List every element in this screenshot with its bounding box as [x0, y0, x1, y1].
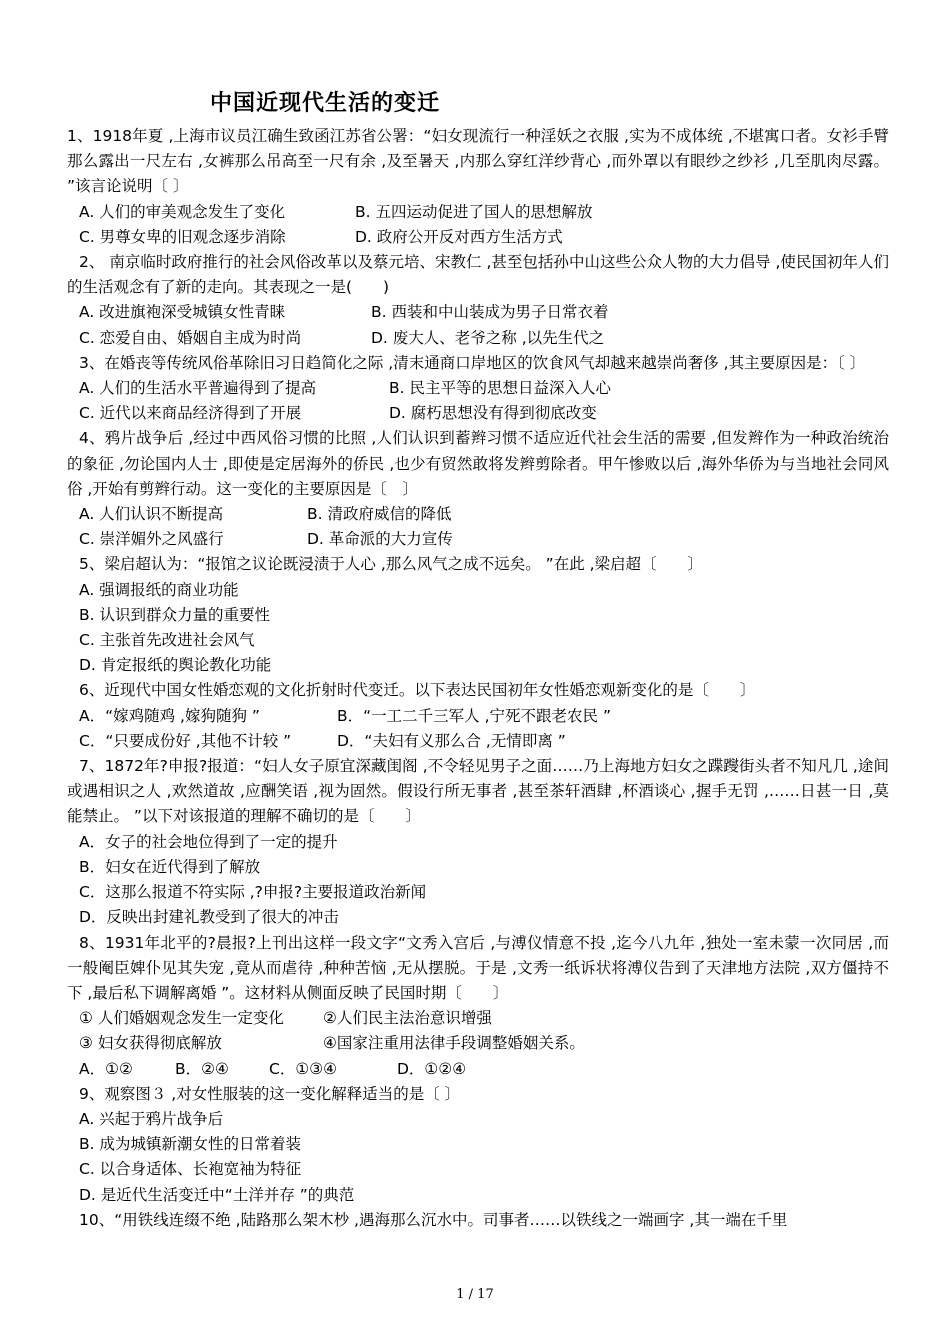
- option: C. 近代以来商品经济得到了开展: [79, 404, 302, 423]
- page-title: 中国近现代生活的变迁: [210, 91, 441, 116]
- option-row: [67, 225, 889, 250]
- option-row: [67, 502, 889, 527]
- option: D．反映出封建礼教受到了很大的冲击: [79, 908, 339, 927]
- option-row: [67, 527, 889, 552]
- option: B. 清政府威信的降低: [307, 505, 452, 524]
- option-row: [67, 729, 889, 754]
- option-row: [67, 401, 889, 426]
- option: C. 以合身适体、长袍宽袖为特征: [79, 1160, 302, 1179]
- option-row: [67, 376, 889, 401]
- question-stem: 6、近现代中国女性婚恋观的文化折射时代变迁。以下表达民国初年女性婚恋观新变化的是〔 〕: [79, 681, 756, 700]
- question-stem: 3、在婚丧等传统风俗革除旧习日趋简化之际 ,清末通商口岸地区的饮食风气却越来越崇尚奢侈 ,其主要原因是：〔 〕: [79, 353, 866, 372]
- option: B．妇女在近代得到了解放: [79, 857, 261, 876]
- option: B．“一工二千三军人 ,宁死不跟老农民 ”: [337, 706, 611, 725]
- option: C．“只要成份好 ,其他不计较 ”: [79, 731, 292, 750]
- question-stem: 5、梁启超认为：“报馆之议论既浸渍于人心 ,那么风气之成不远矣。 ”在此 ,梁启超〔 〕: [79, 555, 704, 574]
- option: A．女子的社会地位得到了一定的提升: [79, 832, 338, 851]
- option: C．这那么报道不符实际 ,?申报?主要报道政治新闻: [79, 883, 427, 902]
- page-number: 1 / 17: [456, 1287, 494, 1302]
- option: C. 崇洋媚外之风盛行: [79, 530, 224, 549]
- question-stem: 10、“用铁线连缀不绝 ,陆路那么架木杪 ,遇海那么沉水中。司事者……以铁线之一端画字 ,其一端在千里: [79, 1210, 788, 1229]
- option: A. 人们认识不断提高: [79, 505, 224, 524]
- option: C．①③④: [269, 1059, 338, 1078]
- option: B. 民主平等的思想日益深入人心: [389, 379, 611, 398]
- option: D. 政府公开反对西方生活方式: [355, 227, 563, 246]
- option: D. 废大人、老爷之称 ,以先生代之: [371, 328, 605, 347]
- option: B. 认识到群众力量的重要性: [79, 605, 270, 624]
- question-stem: 7、1872年?申报?报道：“妇人女子原宜深藏闺阁 ,不令轻见男子之面……乃上海地方妇女之蹀躞街头者不知凡几 ,途间或遇相识之人 ,欢然道故 ,应酬笑语 ,视为固然。假设行所无事者 ,甚至茶轩酒肆 ,杯酒谈心 ,握手无罚 ,……日甚一日 ,莫能禁止。 ”以下对该报道的理解不确切的是〔 〕: [67, 757, 889, 826]
- option: A. 人们的生活水平普遍得到了提高: [79, 379, 317, 398]
- option: D．①②④: [397, 1059, 467, 1078]
- option: B. 五四运动促进了国人的思想解放: [355, 202, 593, 221]
- option: D．“夫妇有义那么合 ,无情即离 ”: [337, 731, 566, 750]
- option: C. 主张首先改进社会风气: [79, 631, 255, 650]
- option: A. 兴起于鸦片战争后: [79, 1109, 224, 1128]
- statement-row: [67, 1006, 889, 1031]
- option-row: [67, 704, 889, 729]
- option: A．①②: [79, 1059, 133, 1078]
- option: D. 革命派的大力宣传: [307, 530, 453, 549]
- option-row: [67, 300, 889, 325]
- statement-item: ②人们民主法治意识增强: [323, 1009, 492, 1028]
- option-row: [67, 1057, 889, 1082]
- statement-row: [67, 1031, 889, 1056]
- option: A. 人们的审美观念发生了变化: [79, 202, 286, 221]
- question-stem: 4、鸦片战争后 ,经过中西风俗习惯的比照 ,人们认识到蓄辫习惯不适应近代社会生活的需要 ,但发辫作为一种政治统治的象征 ,勿论国内人士 ,即使是定居海外的侨民 ,也少有贸然敢将发辫剪除者。甲午惨败以后 ,海外华侨为与当地社会同风俗 ,开始有剪辫行动。这一变化的主要原因是〔 〕: [67, 429, 889, 498]
- option: D. 肯定报纸的舆论教化功能: [79, 656, 272, 675]
- question-stem: 9、观察图３ ,对女性服装的这一变化解释适当的是〔 〕: [79, 1084, 461, 1103]
- option: A．“嫁鸡随鸡 ,嫁狗随狗 ”: [79, 706, 260, 725]
- option: C. 男尊女卑的旧观念逐步消除: [79, 227, 286, 246]
- option: A. 改进旗袍深受城镇女性青睐: [79, 303, 286, 322]
- option: D. 是近代生活变迁中“土洋并存 ”的典范: [79, 1185, 355, 1204]
- question-stem: 1、1918年夏 ,上海市议员江确生致函江苏省公署：“妇女现流行一种淫妖之衣服 ,实为不成体统 ,不堪寓口者。女衫手臂那么露出一尺左右 ,女裤那么吊高至一尺有余 ,及至暑天 ,内那么穿红洋纱背心 ,而外罩以有眼纱之纱衫 ,几至肌肉尽露。 ”该言论说明〔 〕: [67, 127, 889, 196]
- option-row: [67, 326, 889, 351]
- option: B. 西装和中山装成为男子日常衣着: [371, 303, 609, 322]
- question-list: [67, 124, 889, 1233]
- option: B．②④: [175, 1059, 229, 1078]
- question-stem: 2、 南京临时政府推行的社会风俗改革以及蔡元培、宋教仁 ,甚至包括孙中山这些公众人物的大力倡导 ,使民国初年人们的生活观念有了新的走向。其表现之一是( ): [67, 253, 889, 297]
- option: B. 成为城镇新潮女性的日常着装: [79, 1135, 301, 1154]
- option-row: [67, 200, 889, 225]
- option: D. 腐朽思想没有得到彻底改变: [389, 404, 597, 423]
- statement-item: ④国家注重用法律手段调整婚姻关系。: [323, 1034, 585, 1053]
- question-stem: 8、1931年北平的?晨报?上刊出这样一段文字“文秀入宫后 ,与溥仪情意不投 ,迄今八九年 ,独处一室未蒙一次同居 ,而一般阉臣婢仆见其失宠 ,竟从而虐待 ,种种苦恼 ,无从摆脱。于是 ,文秀一纸诉状将溥仪告到了天津地方法院 ,双方僵持不下 ,最后私下调解离婚 ”。这材料从侧面反映了民国时期〔 〕: [67, 933, 889, 1002]
- statement-item: ③ 妇女获得彻底解放: [79, 1034, 222, 1053]
- option: C. 恋爱自由、婚姻自主成为时尚: [79, 328, 302, 347]
- option: A. 强调报纸的商业功能: [79, 580, 239, 599]
- statement-item: ① 人们婚姻观念发生一定变化: [79, 1009, 284, 1028]
